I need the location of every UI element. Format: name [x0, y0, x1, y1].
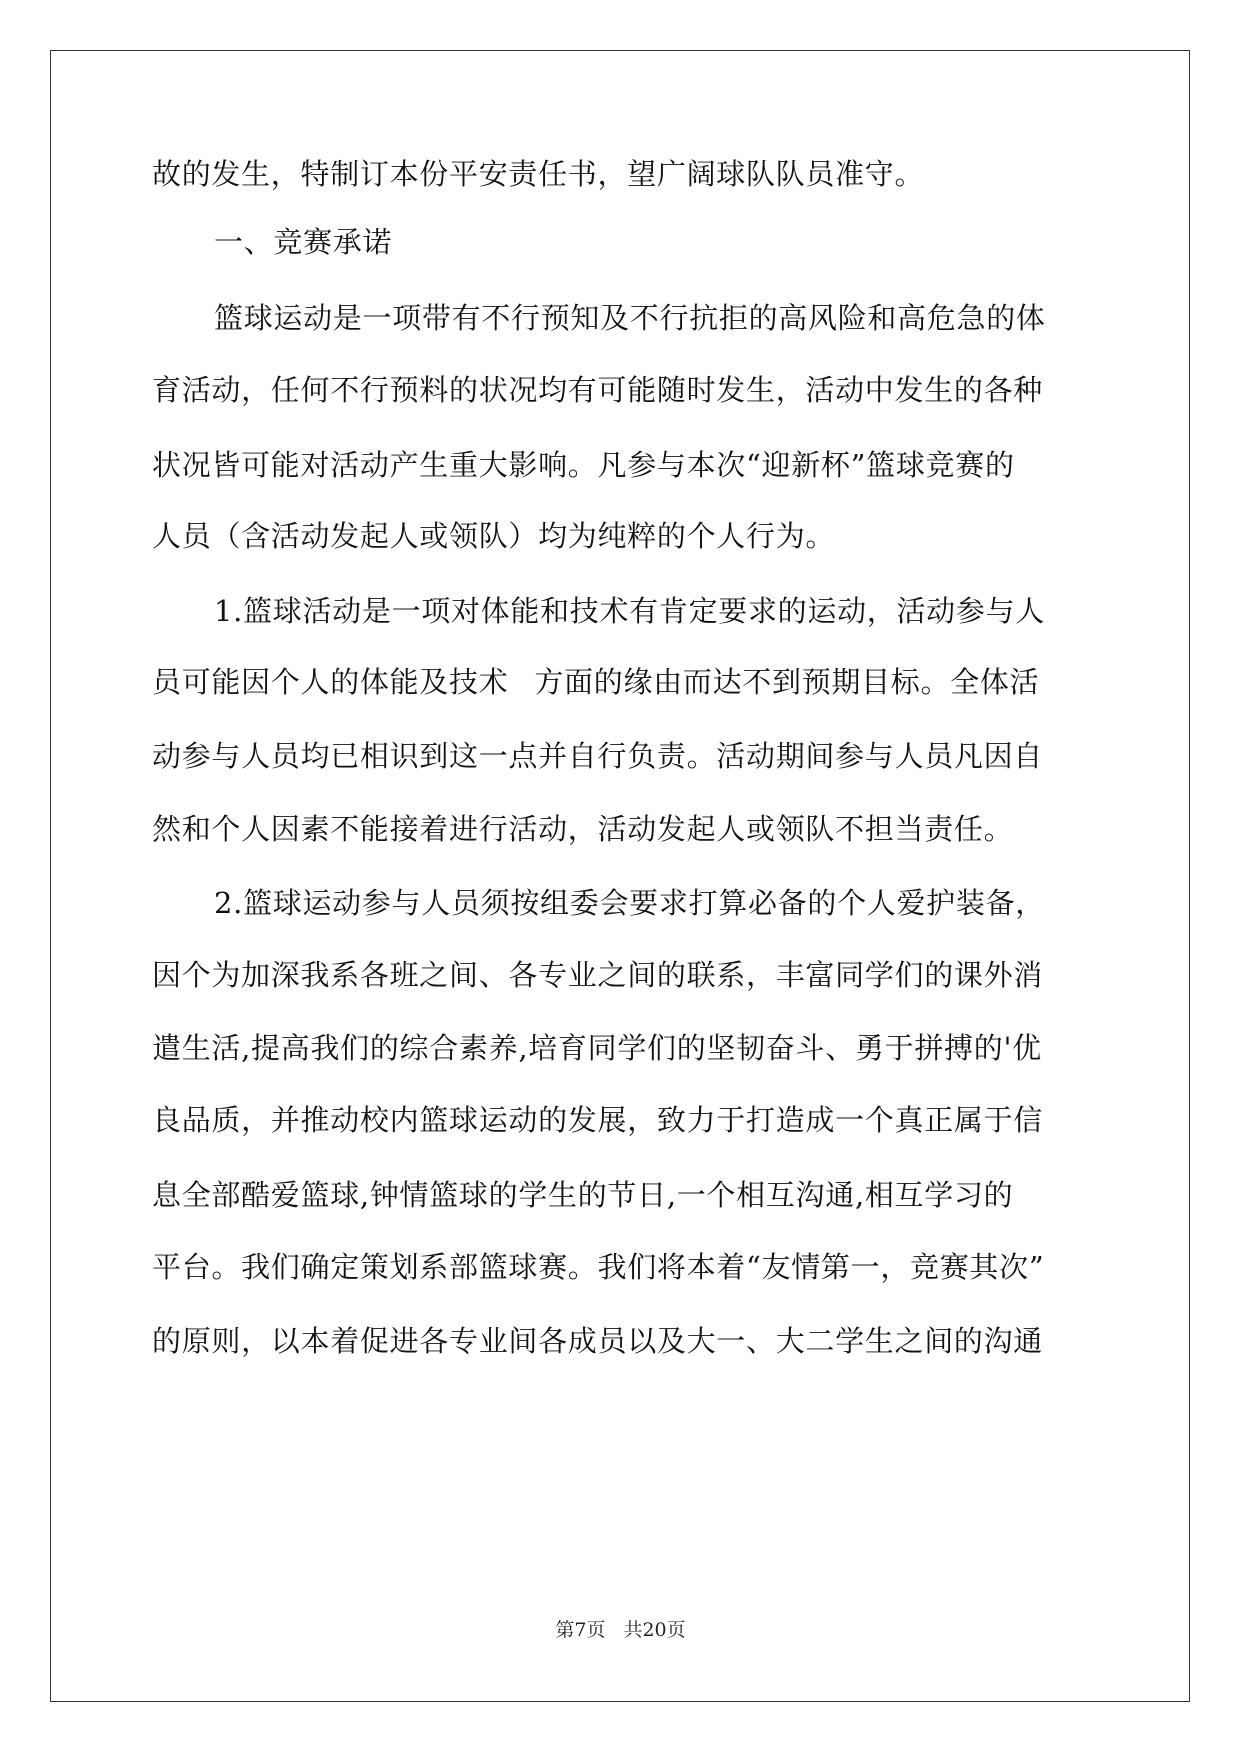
total-pages-label: 共20页 — [623, 1619, 686, 1641]
text-line-13: 遣生活,提高我们的综合素养,培育同学们的坚韧奋斗、勇于拼搏的'优 — [152, 1031, 1042, 1065]
text-line-4: 育活动，任何不行预料的状况均有可能随时发生，活动中发生的各种 — [152, 373, 1044, 407]
text-line-3: 篮球运动是一项带有不行预知及不行抗拒的高风险和高危急的体 — [214, 301, 1046, 335]
section-heading: 一、竞赛承诺 — [214, 225, 393, 259]
text-line-8-part-2: 方面的缘由而达不到预期目标。全体活 — [534, 665, 1040, 699]
text-line-11: 2.篮球运动参与人员须按组委会要求打算必备的个人爱护装备， — [214, 886, 1045, 920]
text-line-6: 人员（含活动发起人或领队）均为纯粹的个人行为。 — [152, 519, 836, 553]
text-line-17: 的原则，以本着促进各专业间各成员以及大一、大二学生之间的沟通 — [152, 1324, 1044, 1358]
text-line-5: 状况皆可能对活动产生重大影响。凡参与本次“迎新杯”篮球竞赛的 — [152, 448, 1015, 482]
text-line-14: 良品质，并推动校内篮球运动的发展，致力于打造成一个真正属于信 — [152, 1103, 1044, 1137]
text-line-9: 动参与人员均已相识到这一点并自行负责。活动期间参与人员凡因自 — [152, 739, 1044, 773]
page-frame — [50, 50, 1190, 1702]
text-line-8 — [152, 664, 1039, 700]
text-line-8-part-1: 员可能因个人的体能及技术 — [152, 665, 509, 699]
page-footer — [0, 1618, 1241, 1642]
text-line-16: 平台。我们确定策划系部篮球赛。我们将本着“友情第一，竞赛其次” — [152, 1250, 1045, 1284]
text-line-15: 息全部酷爱篮球,钟情篮球的学生的节日,一个相互沟通,相互学习的 — [152, 1178, 1014, 1212]
text-line-7: 1.篮球活动是一项对体能和技术有肯定要求的运动，活动参与人 — [214, 594, 1045, 628]
text-line-1: 故的发生，特制订本份平安责任书，望广阔球队队员准守。 — [152, 157, 925, 191]
text-line-10: 然和个人因素不能接着进行活动，活动发起人或领队不担当责任。 — [152, 812, 1014, 846]
text-line-12: 因个为加深我系各班之间、各专业之间的联系，丰富同学们的课外消 — [152, 958, 1044, 992]
current-page-label: 第7页 — [555, 1619, 606, 1641]
